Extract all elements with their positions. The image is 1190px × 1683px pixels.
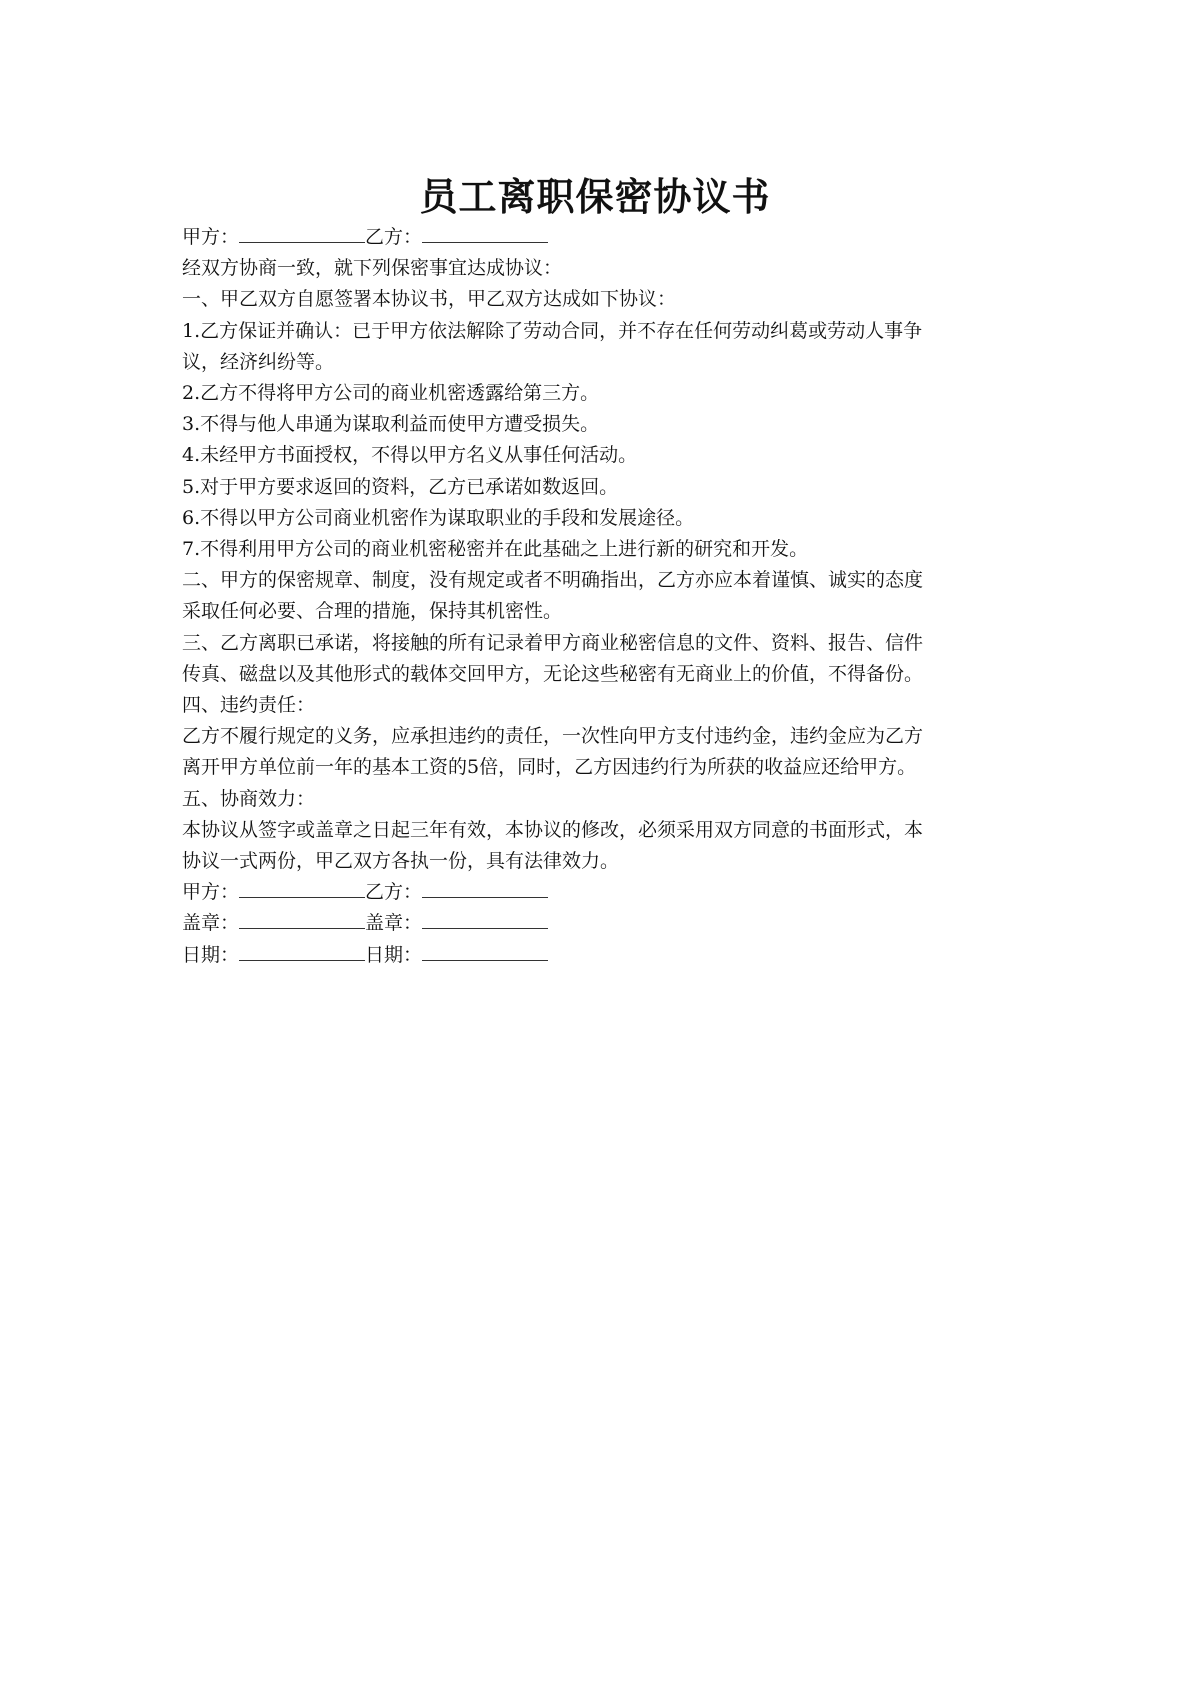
paragraph-line: 6.不得以甲方公司商业机密作为谋取职业的手段和发展途径。 xyxy=(182,506,695,529)
seal-a-label: 盖章： xyxy=(182,912,240,935)
paragraph-line: 乙方不履行规定的义务，应承担违约的责任，一次性向甲方支付违约金，违约金应为乙方 xyxy=(182,725,924,748)
signature-date-row xyxy=(182,940,1012,971)
signature-party-row xyxy=(182,877,1012,908)
paragraph-line: 经双方协商一致，就下列保密事宜达成协议： xyxy=(182,257,563,280)
paragraph-line: 1.乙方保证并确认：已于甲方依法解除了劳动合同，并不存在任何劳动纠葛或劳动人事争 xyxy=(182,319,923,342)
paragraph-line: 本协议从签字或盖章之日起三年有效，本协议的修改，必须采用双方同意的书面形式，本 xyxy=(182,818,924,841)
date-a-blank[interactable] xyxy=(239,941,365,961)
paragraph-line: 采取任何必要、合理的措施，保持其机密性。 xyxy=(182,600,563,623)
paragraph-line: 4.未经甲方书面授权，不得以甲方名义从事任何活动。 xyxy=(182,444,638,467)
seal-b-blank[interactable] xyxy=(422,909,548,929)
paragraph-line: 3.不得与他人串通为谋取利益而使甲方遭受损失。 xyxy=(182,413,600,436)
document-title: 员工离职保密协议书 xyxy=(419,175,771,219)
paragraph-line: 一、甲乙双方自愿签署本协议书，甲乙双方达成如下协议： xyxy=(182,288,677,311)
paragraph-line: 五、协商效力： xyxy=(182,787,316,810)
sign-party-b-label: 乙方： xyxy=(365,881,423,904)
party-a-blank[interactable] xyxy=(239,223,365,243)
paragraph-line: 议，经济纠纷等。 xyxy=(182,350,335,373)
date-b-blank[interactable] xyxy=(422,941,548,961)
party-a-label: 甲方： xyxy=(182,226,240,248)
date-a-label: 日期： xyxy=(182,943,240,966)
seal-a-blank[interactable] xyxy=(239,909,365,929)
paragraph-line: 传真、磁盘以及其他形式的载体交回甲方，无论这些秘密有无商业上的价值，不得备份。 xyxy=(182,662,924,685)
sign-party-a-label: 甲方： xyxy=(182,881,240,904)
party-b-label: 乙方： xyxy=(365,226,423,248)
paragraph-line: 四、违约责任： xyxy=(182,694,316,717)
paragraph-line: 2.乙方不得将甲方公司的商业机密透露给第三方。 xyxy=(182,382,600,405)
paragraph-line: 5.对于甲方要求返回的资料，乙方已承诺如数返回。 xyxy=(182,475,619,498)
paragraph-line: 离开甲方单位前一年的基本工资的5倍，同时，乙方因违约行为所获的收益应还给甲方。 xyxy=(182,756,917,779)
seal-b-label: 盖章： xyxy=(365,912,423,935)
paragraph-line: 协议一式两份，甲乙双方各执一份，具有法律效力。 xyxy=(182,850,620,873)
paragraph-line: 三、乙方离职已承诺，将接触的所有记录着甲方商业秘密信息的文件、资料、报告、信件 xyxy=(182,631,924,654)
signature-seal-row xyxy=(182,908,1012,939)
sign-party-b-blank[interactable] xyxy=(422,878,548,898)
paragraph-line: 二、甲方的保密规章、制度，没有规定或者不明确指出，乙方亦应本着谨慎、诚实的态度 xyxy=(182,569,924,592)
date-b-label: 日期： xyxy=(365,943,423,966)
party-header-row xyxy=(182,222,1012,253)
party-b-blank[interactable] xyxy=(422,223,548,243)
sign-party-a-blank[interactable] xyxy=(239,878,365,898)
paragraph-line: 7.不得利用甲方公司的商业机密秘密并在此基础之上进行新的研究和开发。 xyxy=(182,538,809,561)
document-body xyxy=(182,222,1012,971)
